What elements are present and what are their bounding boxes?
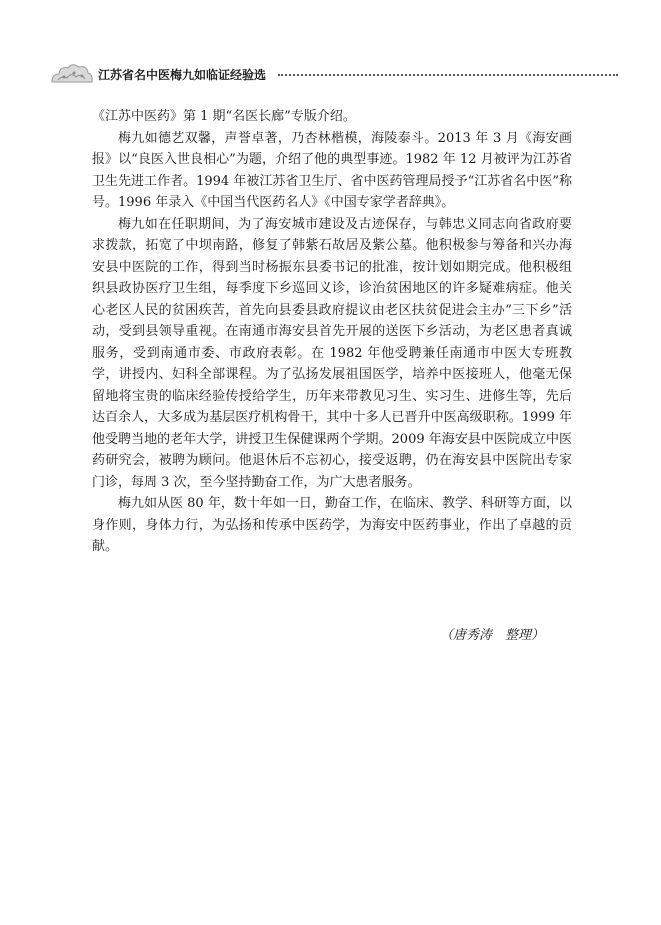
article-body <box>92 106 572 558</box>
header-title: 江苏省名中医梅九如临证经验选 <box>98 68 267 82</box>
paragraph-continuation: 《江苏中医药》第 1 期“名医长廊”专版介绍。 <box>92 109 356 124</box>
cloud-ornament-icon <box>50 60 94 86</box>
running-header <box>50 58 618 88</box>
paragraph-summary: 梅九如从医 80 年，数十年如一日，勤奋工作，在临床、教学、科研等方面，以身作则，身体力行，为弘扬和传承中医药学，为海安中医药事业，作出了卓越的贡献。 <box>92 496 572 554</box>
paragraph-career: 梅九如在任职期间，为了海安城市建设及古迹保存，与韩忠义同志向省政府要求拨款，拓宽了中坝南路，修复了韩紫石故居及紫公墓。他积极参与筹备和兴办海安县中医院的工作，得到当时杨振东县委书记的批准，按计划如期完成。他积极组织县政协医疗卫生组，每季度下乡巡回义诊，诊治贫困地区的许多疑难病症。他关心老区人民的贫困疾苦，首先向县委县政府提议由老区扶贫促进会主办“三下乡”活动，受到县领导重视。在南通市海安县首先开展的送医下乡活动，为老区患者真诚服务，受到南通市委、市政府表彰。在 1982 年他受聘兼任南通市中医大专班教学，讲授内、妇科全部课程。为了弘扬发展祖国医学，培养中医接班人，他毫无保留地将宝贵的临床经验传授给学生，历年来带教见习生、实习生、进修生等，先后达百余人，大多成为基层医疗机构骨干，其中十多人已晋升中医高级职称。1999 年他受聘当地的老年大学，讲授卫生保健课两个学期。2009 年海安县中医院成立中医药研究会，被聘为顾问。他退休后不忘初心，接受返聘，仍在海安县中医院出专家门诊，每周 3 次，至今坚持勤奋工作，为广大患者服务。 <box>92 216 572 490</box>
header-dotted-rule <box>278 74 618 76</box>
editor-signature: （唐秀涛 整理） <box>440 628 545 643</box>
paragraph-honors: 梅九如德艺双馨，声誉卓著，乃杏林楷模，海陵泰斗。2013 年 3 月《海安画报》以“良医入世良相心”为题，介绍了他的典型事迹。1982 年 12 月被评为江苏省卫生先进工作者。1994 年被江苏省卫生厅、省中医药管理局授予“江苏省名中医”称号。1996 年录入《中国当代医药名人》《中国专家学者辞典》。 <box>92 130 572 210</box>
